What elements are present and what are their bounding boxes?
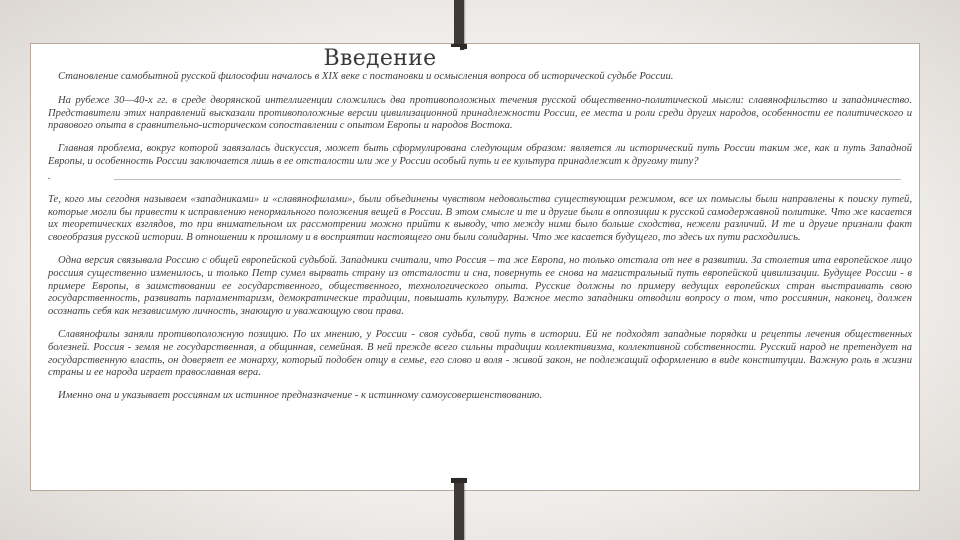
- slide-title: Введение: [300, 47, 460, 71]
- paragraph-slavophiles: Славянофилы заняли противоположную позицию. По их мнению, у России - своя судьба, свой путь в истории. Ей не подходят западные порядки и рецепты лечения общественных болезней. Россия - земля не государственная, а общинная, семейная. В ней прежде всего сильны традиции коллективизма, коллективной собственности. Русский народ не претендует на государственную власть, он доверяет ее монарху, который подобен отцу в семье, его слово и воля - живой закон, не подлежащий оформлению в виде конституции. Важную роль в жизни страны и ее народа играет православная вера.: [48, 328, 912, 379]
- slide-body: [48, 71, 912, 413]
- binder-clip-bottom-cap: [451, 478, 467, 483]
- paragraph-currents: На рубеже 30—40-х гг. в среде дворянской интеллигенции сложились два противоположных течения русской общественно-политической мысли: славянофильство и западничество. Представители этих направлений высказали противоположные версии цивилизационной принадлежности России, ее места и роли среди других народов, особенности ее политического и правового опыта в сравнительно-историческом сопоставлении с опытом Европы и народов Востока.: [48, 94, 912, 132]
- separator-mark: .: [48, 170, 51, 182]
- binder-clip-top: [454, 0, 464, 50]
- paragraph-common-ground: Те, кого мы сегодня называем «западниками» и «славянофилами», были объединены чувством недовольства существующим режимом, все их помыслы были направлены к поиску путей, которые могли бы привести к исправлению ненормального положения вещей в России. В этом смысле и те и другие были в оппозиции к русской самодержавной политике. Что же касается их теоретических взглядов, то при внимательном их рассмотрении можно прийти к выводу, что между ними было больше сходства, нежели различий. И те и другие признали факт своеобразия русской истории. В отношении к прошлому и в восприятии настоящего они были солидарны. Что же касается будущего, то здесь их пути расходились.: [48, 193, 912, 244]
- paragraph-conclusion: Именно она и указывает россиянам их истинное предназначение - к истинному самоусовершенствованию.: [58, 390, 543, 402]
- paragraph-westernizers: Одна версия связывала Россию с общей европейской судьбой. Западники считали, что Россия – та же Европа, но только отстала от нее в развитии. За столетия ита европейское лицо россиия существенно изменилось, и только Петр сумел вырвать страну из отсталости и сна, повернуть ее снова на магистральный путь европейской цивилизации. Будущее России - в примере Европы, в заимствовании ее государственного, общественного, технологического опыта. Русские должны по примеру ведущих европейских стран выстраивать свою государственность, развивать парламентаризм, демократические традиции, повышать культуру. Важное место западники отводили вопросу о том, что россиянин, наконец, должен осознать себя как независимую личность, знающую и уважающую свои права.: [48, 254, 912, 318]
- binder-clip-bottom: [454, 478, 464, 540]
- paragraph-intro: Становление самобытной русской философии началось в XIX веке с постановки и осмысления вопроса об исторической судьбе России.: [58, 71, 674, 82]
- separator-line: [114, 179, 901, 180]
- paragraph-main-problem: Главная проблема, вокруг которой завязалась дискуссия, может быть сформулирована следующим образом: является ли исторический путь России таким же, как и путь Западной Европы, и особенность России заключается лишь в ее отсталости или же у России особый путь и ее культура принадлежит к другому типу?: [48, 143, 912, 167]
- separator: [48, 170, 912, 185]
